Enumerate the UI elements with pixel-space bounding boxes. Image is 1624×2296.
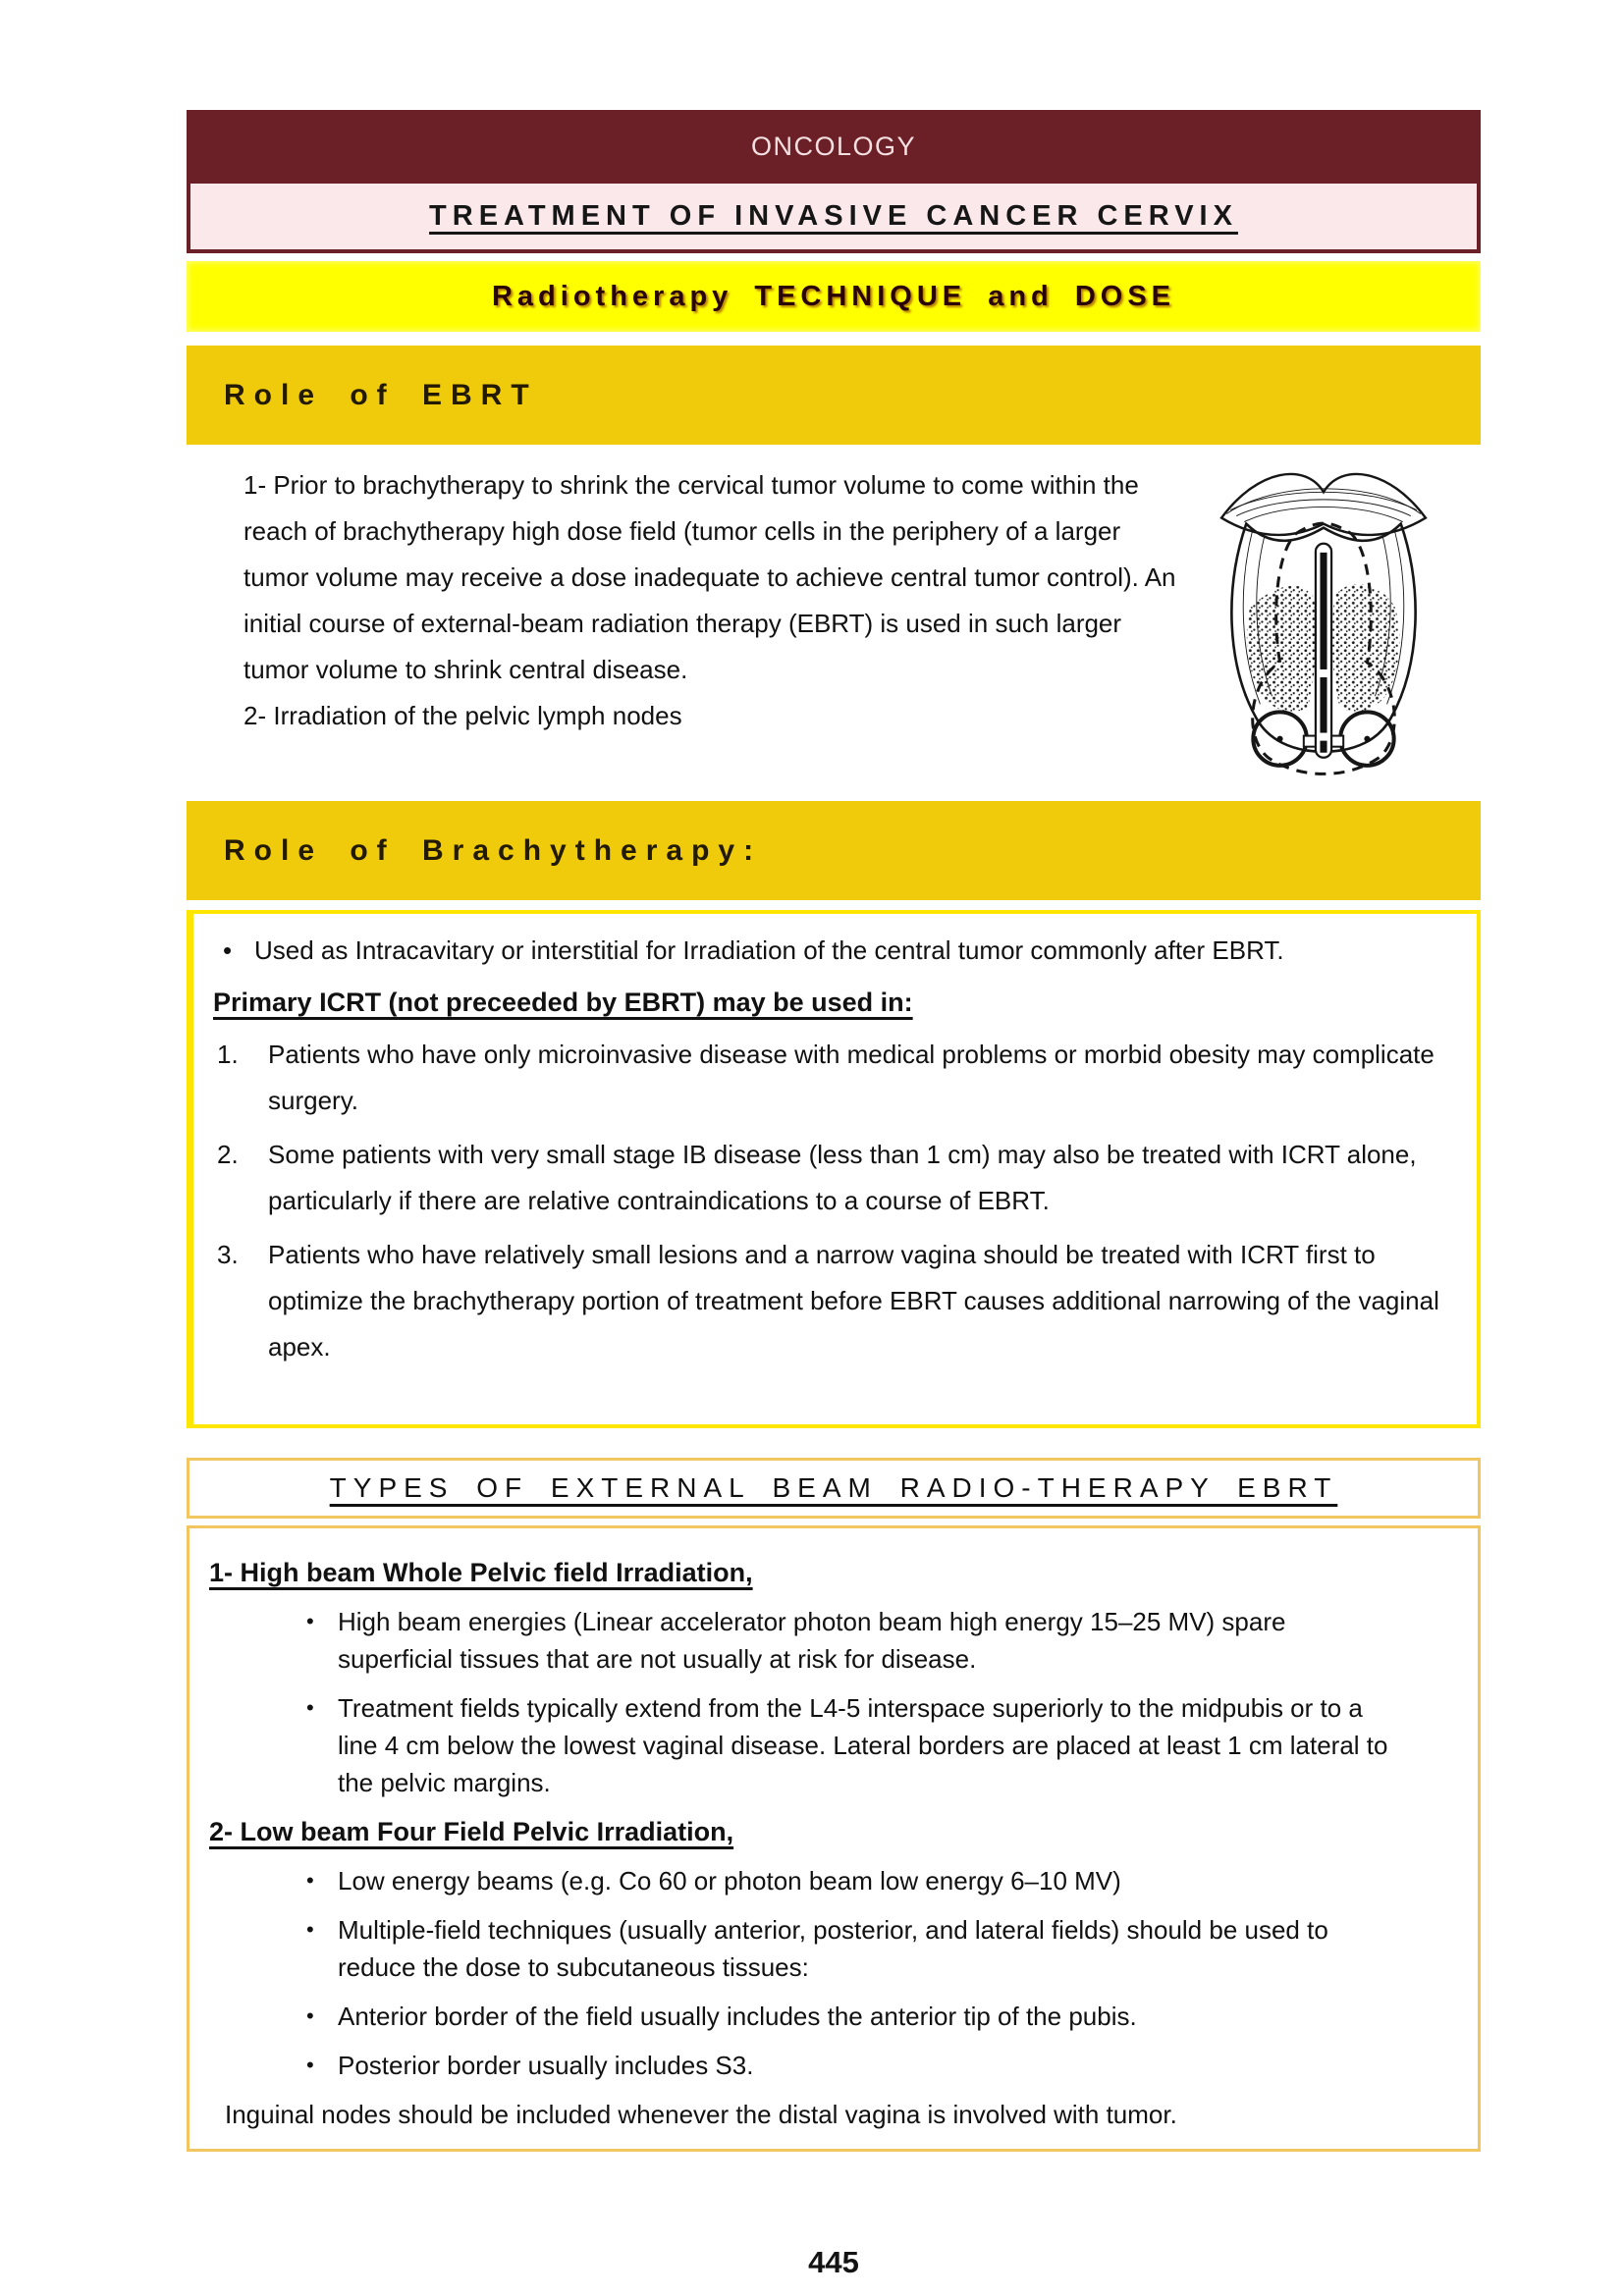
- list-item: [302, 2047, 1398, 2084]
- section-heading-role-of-brachytherapy: [187, 801, 1481, 900]
- primary-icrt-subheading: Primary ICRT (not preceeded by EBRT) may be used in:: [213, 988, 913, 1017]
- types-of-ebrt-title: TYPES OF EXTERNAL BEAM RADIO-THERAPY EBRT: [329, 1472, 1338, 1503]
- section-heading-label: Role of EBRT: [224, 378, 538, 411]
- low-beam-subsection-title: 2- Low beam Four Field Pelvic Irradiation,: [209, 1817, 734, 1846]
- ebrt-text: [244, 462, 1191, 787]
- types-of-ebrt-box: [187, 1525, 1481, 2152]
- icrt-item-1: Patients who have only microinvasive disease with medical problems or morbid obesity may complicate surgery.: [268, 1040, 1435, 1115]
- high-beam-bullet-1: High beam energies (Linear accelerator photon beam high energy 15–25 MV) spare superficial tissues that are not usually at risk for disease.: [338, 1607, 1286, 1674]
- subtitle-banner: [187, 261, 1481, 332]
- low-beam-bullet-list: [209, 1862, 1452, 2084]
- icrt-item-3: Patients who have relatively small lesions and a narrow vagina should be treated with ICRT first to optimize the brachytherapy portion of treatment before EBRT causes additional narrowing of the vaginal apex.: [268, 1240, 1439, 1362]
- list-item: [213, 928, 1451, 974]
- brachytherapy-bullet-list: [213, 928, 1451, 974]
- types-of-ebrt-title-box: [187, 1458, 1481, 1519]
- high-beam-bullet-list: [209, 1603, 1452, 1801]
- ebrt-point-2: 2- Irradiation of the pelvic lymph nodes: [244, 701, 682, 730]
- list-item: [302, 1998, 1398, 2035]
- brachytherapy-box: [187, 910, 1481, 1428]
- list-item: [213, 1232, 1451, 1370]
- page-subtitle: Radiotherapy TECHNIQUE and DOSE: [491, 280, 1175, 312]
- icrt-item-2: Some patients with very small stage IB disease (less than 1 cm) may also be treated with ICRT alone, particularly if there are relative contraindications to a course of EBRT.: [268, 1140, 1417, 1215]
- oncology-banner: [187, 110, 1481, 184]
- oncology-banner-label: ONCOLOGY: [750, 132, 917, 161]
- inguinal-nodes-note: Inguinal nodes should be included whenever the distal vagina is involved with tumor.: [225, 2100, 1177, 2129]
- ebrt-point-1: 1- Prior to brachytherapy to shrink the cervical tumor volume to come within the reach of brachytherapy high dose field (tumor cells in the periphery of a larger tumor volume may receive a dose inadequate to achieve central tumor control). An initial course of external-beam radiation therapy (EBRT) is used in such larger tumor volume to shrink central disease.: [244, 470, 1176, 684]
- low-beam-bullet-4: Posterior border usually includes S3.: [338, 2051, 754, 2080]
- page-content: [187, 110, 1481, 2280]
- primary-icrt-numbered-list: [213, 1032, 1451, 1370]
- list-item: [302, 1911, 1398, 1986]
- ebrt-section-body: [187, 445, 1481, 787]
- uterus-applicator-diagram-svg: [1217, 458, 1431, 782]
- list-item: [302, 1689, 1398, 1801]
- low-beam-bullet-2: Multiple-field techniques (usually anterior, posterior, and lateral fields) should be used to reduce the dose to subcutaneous tissues:: [338, 1915, 1328, 1982]
- list-item: [213, 1132, 1451, 1224]
- list-item: [213, 1032, 1451, 1124]
- low-beam-bullet-3: Anterior border of the field usually includes the anterior tip of the pubis.: [338, 2002, 1137, 2031]
- list-item: [302, 1603, 1398, 1678]
- page-number: 445: [808, 2245, 859, 2279]
- section-heading-role-of-ebrt: [187, 346, 1481, 445]
- title-banner: [187, 184, 1481, 253]
- section-heading-label: Role of Brachytherapy:: [224, 833, 763, 867]
- high-beam-subsection-title: 1- High beam Whole Pelvic field Irradiation,: [209, 1558, 753, 1587]
- high-beam-bullet-2: Treatment fields typically extend from the L4-5 interspace superiorly to the midpubis or to a line 4 cm below the lowest vaginal disease. Lateral borders are placed at least 1 cm lateral to the pelvic margins.: [338, 1693, 1388, 1797]
- list-item: [302, 1862, 1398, 1899]
- brachy-bullet-text: Used as Intracavitary or interstitial for Irradiation of the central tumor commonly after EBRT.: [254, 935, 1284, 965]
- page-title: TREATMENT OF INVASIVE CANCER CERVIX: [429, 200, 1238, 232]
- low-beam-bullet-1: Low energy beams (e.g. Co 60 or photon beam low energy 6–10 MV): [338, 1866, 1121, 1896]
- uterus-applicator-diagram: [1217, 458, 1431, 787]
